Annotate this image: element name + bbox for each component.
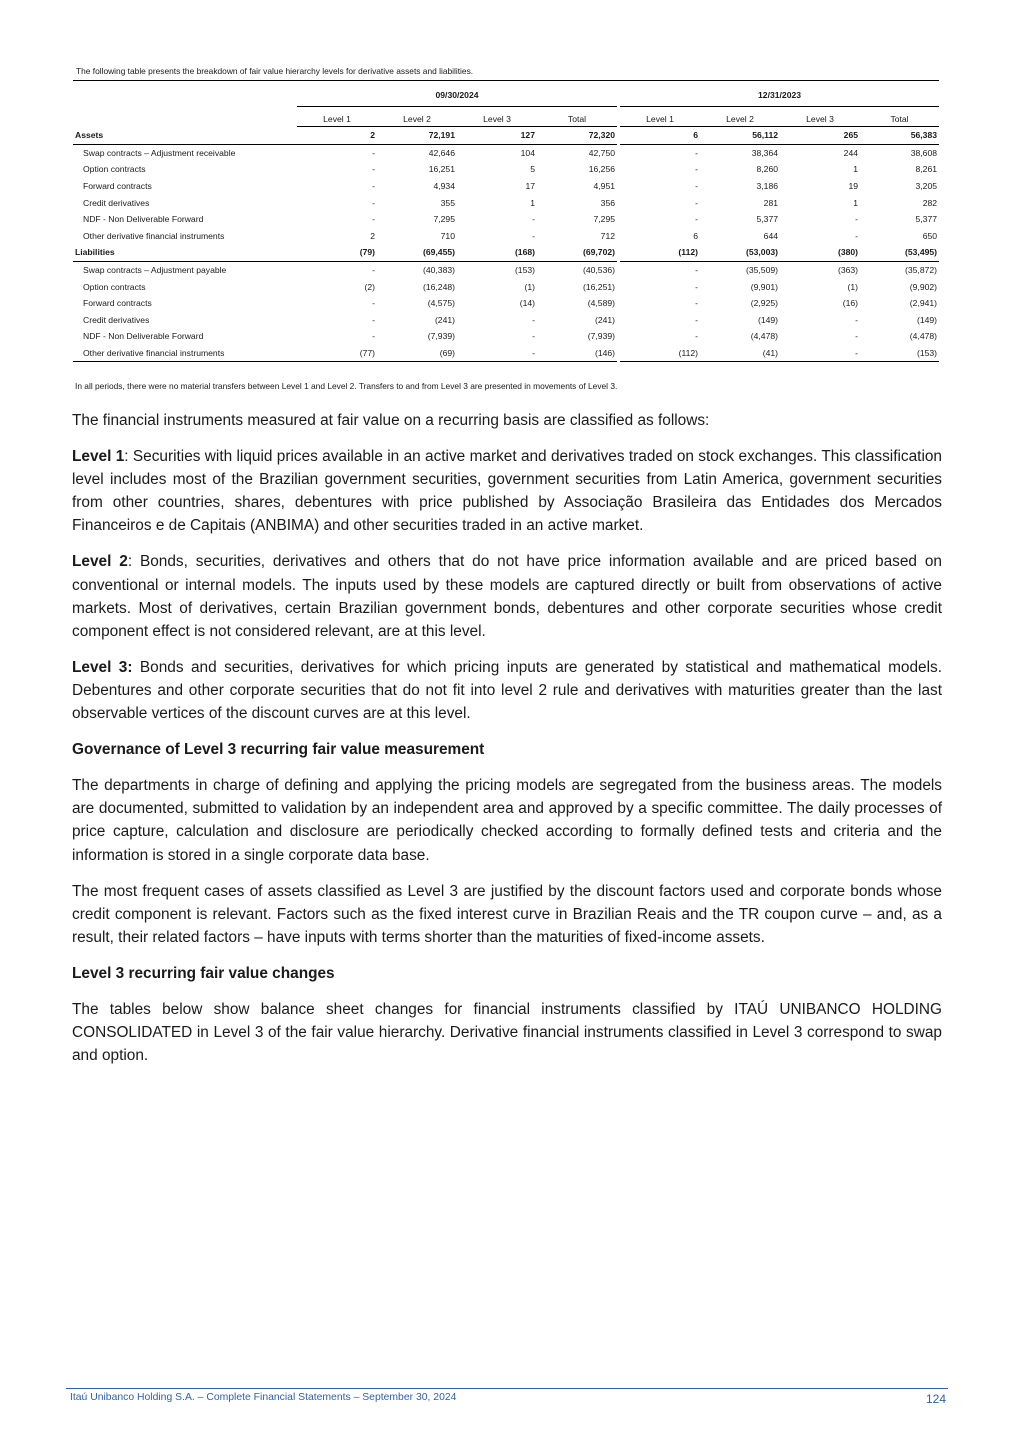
cell-value: 72,191 — [377, 127, 457, 145]
cell-value: - — [372, 197, 375, 208]
cell-value: (112) — [620, 244, 700, 261]
level-2-label: Level 2 — [72, 553, 128, 571]
cell-value: (41) — [700, 345, 780, 362]
assets-detail-row — [73, 194, 939, 211]
footer-title: Itaú Unibanco Holding S.A. – Complete Financial Statements – September 30, 2024 — [70, 1392, 457, 1403]
liabilities-detail-row — [73, 328, 939, 345]
paragraph-level-3-changes: The tables below show balance sheet changes for financial instruments classified by ITAÚ UNIBANCO HOLDING CONSOLIDATED in Level 3 of the fair value hierarchy. Derivative financial instruments classified in Level 3 correspond to swap and option. — [72, 1000, 942, 1065]
col-header: Total — [860, 107, 939, 127]
cell-value: (16,248) — [422, 281, 455, 292]
cell-value: 16,256 — [588, 164, 616, 175]
cell-value: 17 — [525, 181, 535, 192]
col-header: Level 1 — [297, 107, 377, 127]
paragraph-level-3 — [72, 656, 942, 725]
cell-value: - — [372, 331, 375, 342]
cell-value: 56,112 — [700, 127, 780, 145]
level-1-text: : Securities with liquid prices available in an active market and derivatives traded on stock exchanges. This classification level includes most of the Brazilian government securities, government securities from Latin America, government securities from other countries, shares, debentures with price published by Associação Brasileira das Entidades dos Mercados Financeiros e de Capitais (ANBIMA) and other securities traded in an active market. — [72, 448, 942, 535]
liabilities-detail-row — [73, 345, 939, 362]
cell-value: - — [457, 345, 537, 362]
cell-value: 7,295 — [433, 214, 455, 225]
cell-value: (149) — [757, 314, 779, 325]
cell-value: - — [372, 265, 375, 276]
cell-value: (79) — [297, 244, 377, 261]
cell-value: - — [695, 197, 699, 208]
row-label: Option contracts — [83, 281, 146, 292]
cell-value: (2,941) — [909, 298, 938, 309]
cell-value: (149) — [916, 314, 938, 325]
heading-level-3-changes: Level 3 recurring fair value changes — [72, 964, 335, 982]
cell-value: (69,702) — [537, 244, 617, 261]
table-top-rule — [73, 80, 939, 81]
cell-value: (77) — [297, 345, 377, 362]
cell-value: (69,455) — [377, 244, 457, 261]
cell-value: 1 — [530, 197, 535, 208]
cell-value: (168) — [457, 244, 537, 261]
level-header-row — [73, 107, 939, 127]
paragraph-level-2 — [72, 550, 942, 642]
cell-value: (2,925) — [750, 298, 779, 309]
cell-value: (1) — [524, 281, 535, 292]
cell-value: - — [532, 230, 535, 241]
cell-value: - — [695, 314, 699, 325]
cell-value: - — [780, 345, 860, 362]
liabilities-detail-row — [73, 278, 939, 295]
cell-value: - — [855, 314, 859, 325]
cell-value: 5,377 — [756, 214, 779, 225]
liabilities-total-row — [73, 244, 939, 261]
paragraph-governance: The departments in charge of defining and applying the pricing models are segregated from the business areas. The models are documented, submitted to validation by an independent area and approved by a specific committee. The daily processes of price capture, calculation and disclosure are periodically checked according to formally defined tests and criteria and the information is stored in a single corporate data base. — [72, 777, 942, 864]
cell-value: 127 — [457, 127, 537, 145]
paragraph-intro: The financial instruments measured at fair value on a recurring basis are classified as follows: — [72, 412, 710, 429]
row-label: Forward contracts — [83, 298, 152, 309]
cell-value: (69) — [377, 345, 457, 362]
col-header: Level 3 — [457, 107, 537, 127]
cell-value: (35,872) — [905, 265, 938, 276]
level-3-label: Level 3: — [72, 658, 133, 676]
cell-value: (1) — [847, 281, 859, 292]
cell-value: 4,951 — [593, 181, 616, 192]
cell-value: 104 — [520, 147, 535, 158]
page-number: 124 — [925, 1392, 946, 1406]
cell-value: - — [532, 214, 535, 225]
cell-value: (14) — [519, 298, 535, 309]
cell-value: 72,320 — [537, 127, 617, 145]
cell-value: - — [372, 164, 375, 175]
assets-detail-row — [73, 211, 939, 228]
cell-value: (153) — [860, 345, 939, 362]
cell-value: 8,261 — [915, 164, 938, 175]
cell-value: (9,901) — [750, 281, 779, 292]
cell-value: - — [855, 214, 859, 225]
assets-detail-row — [73, 144, 939, 161]
cell-value: 650 — [922, 230, 938, 241]
cell-value: 2 — [297, 127, 377, 145]
cell-value: (4,575) — [427, 298, 455, 309]
cell-value: - — [695, 331, 699, 342]
cell-value: 6 — [693, 230, 699, 241]
cell-value: - — [372, 147, 375, 158]
level-2-text: : Bonds, securities, derivatives and others that do not have price information available and are priced based on conventional or internal models. The inputs used by these models are captured directly or built from observations of active markets. Most of derivatives, certain Brazilian government bonds, debentures and other corporate securities whose credit component effect is not considered relevant, are at this level. — [72, 553, 942, 640]
cell-value: - — [695, 214, 699, 225]
row-label: Liabilities — [73, 244, 297, 261]
cell-value: (40,536) — [583, 265, 616, 276]
cell-value: 56,383 — [860, 127, 939, 145]
level-3-text: Bonds and securities, derivatives for which pricing inputs are generated by statistical and mathematical models. Debentures and other corporate securities that do not fit into level 2 rule and derivatives with maturities greater than the last observable vertices of the discount curves are at this level. — [72, 658, 942, 723]
col-header: Level 1 — [620, 107, 700, 127]
cell-value: (146) — [537, 345, 617, 362]
cell-value: (2) — [364, 281, 375, 292]
cell-value: (7,939) — [427, 331, 455, 342]
cell-value: (241) — [434, 314, 455, 325]
paragraph-level-3-cases: The most frequent cases of assets classified as Level 3 are justified by the discount factors used and corporate bonds whose credit component is relevant. Factors such as the fixed interest curve in Brazilian Reais and the TR coupon curve – and, as a result, their related factors – have inputs with terms shorter than the maturities of fixed-income assets. — [72, 882, 942, 946]
cell-value: 16,251 — [428, 164, 455, 175]
row-label: NDF - Non Deliverable Forward — [83, 214, 204, 225]
transfers-note: In all periods, there were no material transfers between Level 1 and Level 2. Transfers to and from Level 3 are presented in movements of Level 3. — [75, 381, 618, 391]
cell-value: (4,478) — [750, 331, 779, 342]
cell-value: 281 — [763, 197, 779, 208]
cell-value: (112) — [620, 345, 700, 362]
assets-detail-row — [73, 228, 939, 245]
cell-value: - — [695, 265, 699, 276]
cell-value: - — [695, 164, 699, 175]
col-header: Level 3 — [780, 107, 860, 127]
period-header-2023: 12/31/2023 — [620, 83, 939, 107]
row-label: Forward contracts — [83, 181, 152, 192]
cell-value: (40,383) — [422, 265, 455, 276]
cell-value: - — [695, 147, 699, 158]
cell-value: 1 — [853, 164, 859, 175]
footer-rule — [66, 1388, 948, 1389]
assets-detail-row — [73, 178, 939, 195]
cell-value: 5 — [530, 164, 535, 175]
cell-value: - — [855, 331, 859, 342]
cell-value: (35,509) — [746, 265, 779, 276]
cell-value: 282 — [922, 197, 938, 208]
cell-value: 710 — [440, 230, 455, 241]
cell-value: - — [372, 298, 375, 309]
col-header: Level 2 — [700, 107, 780, 127]
row-label: Option contracts — [83, 164, 146, 175]
cell-value: 5,377 — [915, 214, 938, 225]
assets-detail-row — [73, 161, 939, 178]
row-label: Swap contracts – Adjustment receivable — [83, 147, 236, 158]
cell-value: - — [855, 230, 859, 241]
liabilities-detail-row — [73, 312, 939, 329]
derivatives-fair-value-table — [73, 83, 939, 362]
period-header-2024: 09/30/2024 — [297, 83, 617, 107]
row-label: Other derivative financial instruments — [73, 345, 297, 362]
level-1-label: Level 1 — [72, 448, 125, 466]
cell-value: 712 — [600, 230, 616, 241]
cell-value: 42,646 — [428, 147, 455, 158]
cell-value: - — [372, 214, 375, 225]
cell-value: (53,495) — [860, 244, 939, 261]
cell-value: - — [532, 331, 535, 342]
row-label: Swap contracts – Adjustment payable — [83, 265, 227, 276]
cell-value: 1 — [853, 197, 859, 208]
cell-value: - — [532, 314, 535, 325]
cell-value: (153) — [514, 265, 535, 276]
cell-value: (4,478) — [909, 331, 938, 342]
row-label: Credit derivatives — [83, 197, 150, 208]
table-intro: The following table presents the breakdown of fair value hierarchy levels for derivative assets and liabilities. — [76, 66, 474, 76]
cell-value: 7,295 — [593, 214, 616, 225]
row-label: Credit derivatives — [83, 314, 150, 325]
col-header: Level 2 — [377, 107, 457, 127]
cell-value: 3,186 — [756, 181, 779, 192]
cell-value: (16) — [842, 298, 859, 309]
cell-value: - — [372, 314, 375, 325]
cell-value: - — [695, 298, 699, 309]
cell-value: - — [372, 181, 375, 192]
cell-value: (363) — [837, 265, 859, 276]
assets-total-row — [73, 127, 939, 145]
paragraph-level-1 — [72, 445, 942, 537]
cell-value: (380) — [780, 244, 860, 261]
cell-value: (7,939) — [587, 331, 616, 342]
row-label: Assets — [73, 127, 297, 145]
cell-value: 265 — [780, 127, 860, 145]
cell-value: 8,260 — [756, 164, 779, 175]
cell-value: 4,934 — [433, 181, 455, 192]
cell-value: - — [695, 281, 699, 292]
row-label: NDF - Non Deliverable Forward — [83, 331, 204, 342]
cell-value: 42,750 — [588, 147, 616, 158]
heading-governance: Governance of Level 3 recurring fair value measurement — [72, 741, 485, 759]
cell-value: 19 — [848, 181, 859, 192]
cell-value: (9,902) — [909, 281, 938, 292]
cell-value: 6 — [620, 127, 700, 145]
cell-value: 3,205 — [915, 181, 938, 192]
cell-value: (16,251) — [583, 281, 616, 292]
cell-value: - — [695, 181, 699, 192]
cell-value: 355 — [440, 197, 455, 208]
col-header: Total — [537, 107, 617, 127]
cell-value: 244 — [843, 147, 859, 158]
cell-value: 2 — [370, 230, 375, 241]
cell-value: 38,608 — [910, 147, 938, 158]
row-label: Other derivative financial instruments — [83, 230, 225, 241]
cell-value: 38,364 — [751, 147, 779, 158]
liabilities-detail-row — [73, 261, 939, 278]
period-header-row — [73, 83, 939, 107]
body-text — [72, 409, 942, 1080]
cell-value: 356 — [600, 197, 616, 208]
cell-value: (241) — [594, 314, 616, 325]
liabilities-detail-row — [73, 295, 939, 312]
cell-value: (4,589) — [587, 298, 616, 309]
cell-value: (53,003) — [700, 244, 780, 261]
cell-value: 644 — [763, 230, 779, 241]
